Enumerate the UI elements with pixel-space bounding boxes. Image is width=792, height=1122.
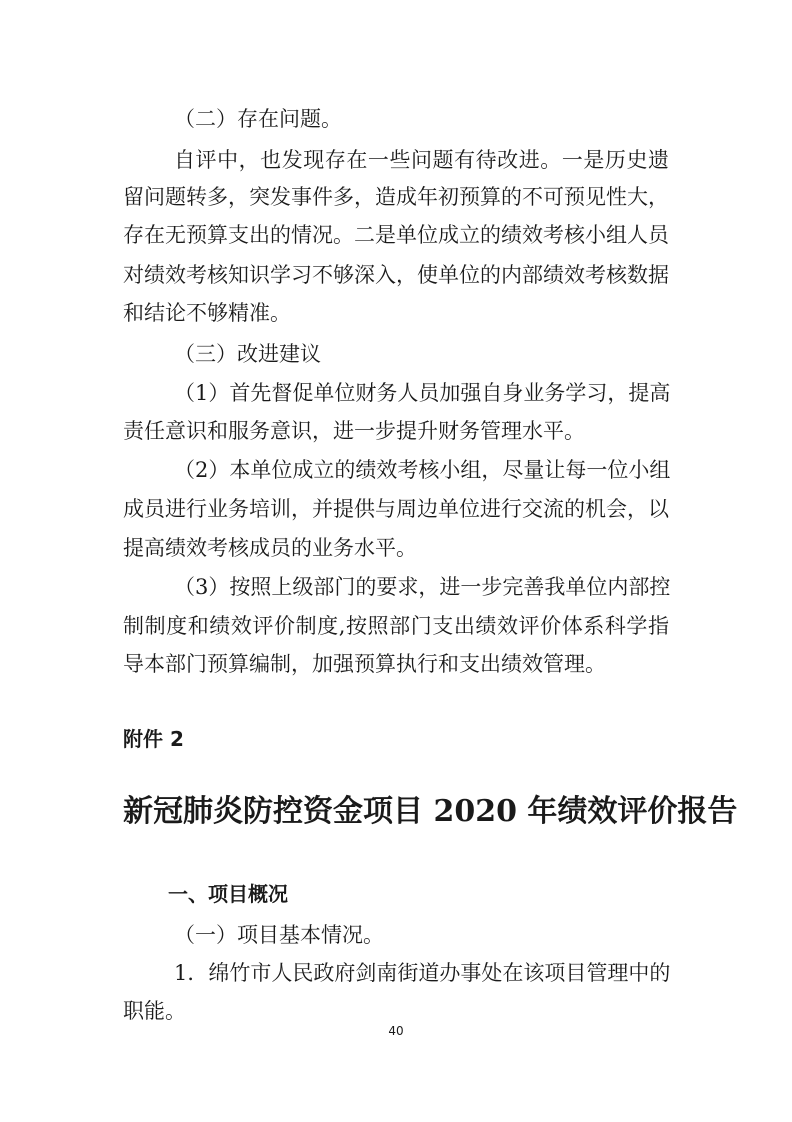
overview-subheading: （一）项目基本情况。 [174, 923, 384, 947]
suggestion-item-3-line: 制制度和绩效评价制度,按照部门支出绩效评价体系科学指 [123, 614, 669, 638]
page-number: 40 [388, 1024, 404, 1038]
suggestion-item-2-line: （2）本单位成立的绩效考核小组，尽量让每一位小组 [174, 458, 671, 482]
paragraph-line: 留问题转多，突发事件多，造成年初预算的不可预见性大， [123, 185, 669, 209]
overview-item-1-line: 职能。 [123, 999, 186, 1023]
paragraph-line: 和结论不够精准。 [123, 301, 291, 325]
section-heading-problems: （二）存在问题。 [174, 107, 342, 131]
overview-item-1-line: 1．绵竹市人民政府剑南街道办事处在该项目管理中的 [174, 961, 671, 985]
suggestion-item-3-line: 导本部门预算编制，加强预算执行和支出绩效管理。 [123, 652, 606, 676]
paragraph-line: 自评中，也发现存在一些问题有待改进。一是历史遗 [174, 148, 669, 172]
paragraph-line: 对绩效考核知识学习不够深入，使单位的内部绩效考核数据 [123, 263, 669, 287]
attachment-label: 附件 2 [123, 727, 184, 751]
suggestion-item-2-line: 提高绩效考核成员的业务水平。 [123, 536, 417, 560]
paragraph-line: 存在无预算支出的情况。二是单位成立的绩效考核小组人员 [123, 223, 669, 247]
suggestion-item-1-line: 责任意识和服务意识，进一步提升财务管理水平。 [123, 419, 585, 443]
section-heading-suggestions: （三）改进建议 [174, 342, 321, 366]
suggestion-item-2-line: 成员进行业务培训，并提供与周边单位进行交流的机会，以 [123, 497, 669, 521]
overview-heading: 一、项目概况 [168, 882, 288, 906]
suggestion-item-1-line: （1）首先督促单位财务人员加强自身业务学习，提高 [174, 381, 671, 405]
suggestion-item-3-line: （3）按照上级部门的要求，进一步完善我单位内部控 [174, 575, 671, 599]
report-title: 新冠肺炎防控资金项目 2020 年绩效评价报告 [123, 794, 738, 829]
